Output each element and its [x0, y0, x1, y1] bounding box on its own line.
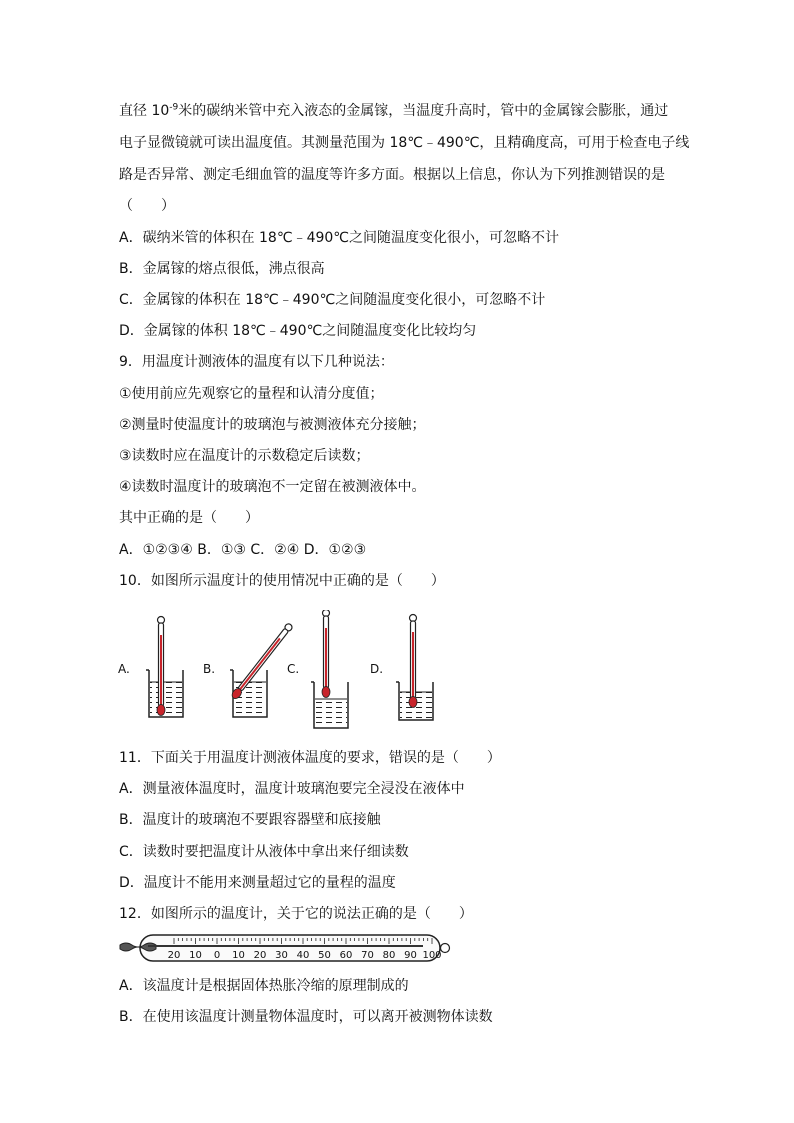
q10-label-d: D. [370, 662, 384, 676]
q8-line-4: （ ） [119, 198, 175, 214]
q8-line-1: 直径 $10^{-9}$米的碳纳米管中充入液态的金属镓，当温度升高时，管中的金属镓会膨胀，通过 [119, 102, 669, 119]
scale-label: 40 [296, 950, 310, 961]
thermometer-a [157, 617, 165, 716]
q11-option-d: D．温度计不能用来测量超过它的量程的温度 [119, 875, 396, 891]
q12-option-a: A．该温度计是根据固体热胀冷缩的原理制成的 [119, 978, 409, 994]
q10-thermometer-figures [115, 610, 445, 730]
q9-statement-1: ①使用前应先观察它的量程和认清分度值； [119, 386, 384, 402]
thermometer-d [409, 615, 417, 708]
scale-label: 20 [253, 950, 267, 961]
scale-label: 0 [213, 950, 221, 961]
q11-stem: 11．下面关于用温度计测液体温度的要求，错误的是（ ） [119, 750, 501, 766]
q12-thermometer-figure [118, 932, 458, 966]
q11-option-c: C．读数时要把温度计从液体中拿出来仔细读数 [119, 844, 409, 860]
liquid-c [315, 699, 347, 727]
liquid-a [150, 682, 182, 716]
hang-ring [441, 944, 450, 953]
scale-label: 50 [318, 950, 331, 961]
q9-stem: 9．用温度计测液体的温度有以下几种说法： [119, 354, 394, 370]
scale-label: 20 [167, 950, 181, 961]
q11-option-b: B．温度计的玻璃泡不要跟容器壁和底接触 [119, 812, 381, 828]
figure-b [230, 622, 294, 717]
q10-stem: 10．如图所示温度计的使用情况中正确的是（ ） [119, 573, 445, 589]
thermometer-c [322, 610, 330, 698]
q10-label-c: C. [287, 662, 300, 676]
scale-label: 10 [189, 950, 202, 961]
scale-label: 100 [422, 950, 442, 961]
q9-prompt: 其中正确的是（ ） [119, 510, 259, 526]
q11-option-a: A．测量液体温度时，温度计玻璃泡要完全浸没在液体中 [119, 781, 465, 797]
q9-statement-2: ②测量时使温度计的玻璃泡与被测液体充分接触； [119, 417, 426, 433]
q9-statement-4: ④读数时温度计的玻璃泡不一定留在被测液体中。 [119, 479, 426, 495]
scale-label: 30 [275, 950, 288, 961]
q12-option-b: B．在使用该温度计测量物体温度时，可以离开被测物体读数 [119, 1009, 493, 1025]
figure-d [396, 615, 433, 721]
q10-label-b: B. [203, 662, 216, 676]
q8-option-b: B．金属镓的熔点很低，沸点很高 [119, 261, 325, 277]
q8-line-3: 路是否异常、测定毛细血管的温度等许多方面。根据以上信息，你认为下列推测错误的是 [119, 167, 665, 183]
q10-label-a: A. [118, 662, 130, 676]
figure-c [311, 610, 348, 728]
scale-label: 70 [361, 950, 374, 961]
scale-label: 60 [339, 950, 353, 961]
figure-a [146, 617, 183, 718]
q8-line-2: 电子显微镜就可读出温度值。其测量范围为 18℃﹣490℃，且精确度高，可用于检查电子线 [119, 135, 690, 151]
q8-option-c: C．金属镓的体积在 18℃﹣490℃之间随温度变化很小，可忽略不计 [119, 292, 546, 308]
q9-options: A．①②③④ B．①③ C．②④ D．①②③ [119, 542, 367, 558]
scale-label: 80 [382, 950, 396, 961]
q9-statement-3: ③读数时应在温度计的示数稳定后读数； [119, 448, 370, 464]
q8-option-a: A．碳纳米管的体积在 18℃﹣490℃之间随温度变化很小，可忽略不计 [119, 230, 560, 246]
q12-stem: 12．如图所示的温度计，关于它的说法正确的是（ ） [119, 906, 473, 922]
q8-option-d: D．金属镓的体积 18℃﹣490℃之间随温度变化比较均匀 [119, 323, 477, 339]
scale-label: 90 [404, 950, 417, 961]
scale-label: 10 [232, 950, 245, 961]
